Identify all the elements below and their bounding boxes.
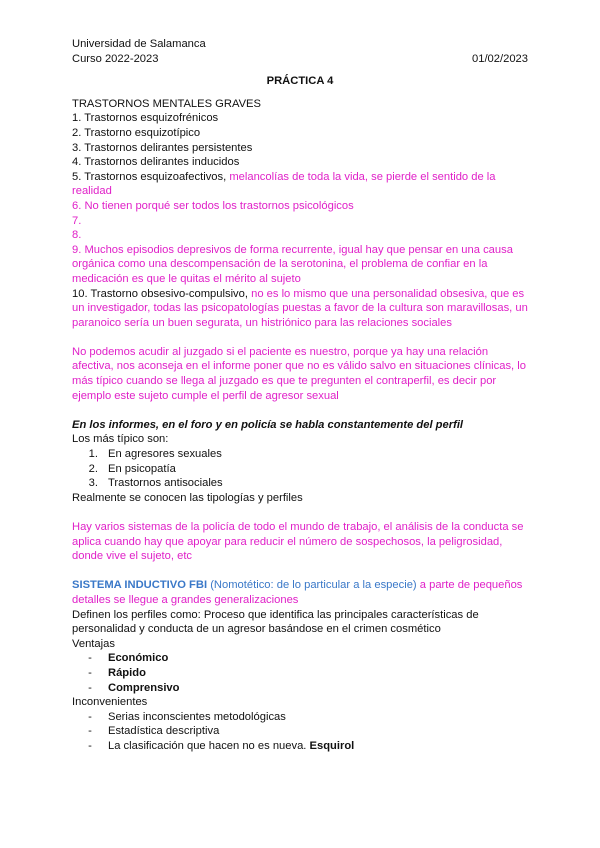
- document-page: [72, 37, 528, 754]
- page-title: PRÁCTICA 4: [266, 75, 334, 88]
- list-item: 1. En agresores sexuales: [88, 448, 222, 461]
- list-item: 8.: [72, 229, 82, 242]
- fbi-heading-bold: SISTEMA INDUCTIVO FBI: [72, 579, 208, 592]
- list-item: [72, 287, 528, 331]
- ventajas-label: Ventajas: [72, 637, 115, 650]
- list-item: - Estadística descriptiva: [88, 725, 220, 738]
- inconvenientes-list: [72, 710, 528, 754]
- list-item: [72, 170, 528, 199]
- fbi-heading-paren: (Nomotético: de lo particular a la especie): [207, 579, 417, 592]
- list-item: 7.: [72, 214, 82, 227]
- list-item: 3. Trastornos antisociales: [88, 477, 223, 490]
- list-item: 9. Muchos episodios depresivos de forma recurrente, igual hay que pensar en una causa orgánica como una descompensación de la serotonina, el problema de confiar en la medicación es que le quitas el mérito al sujeto: [72, 243, 513, 285]
- numbered-list: [72, 447, 528, 491]
- list-item: 4. Trastornos delirantes inducidos: [72, 156, 240, 169]
- course-label: Curso 2022-2023: [72, 52, 159, 65]
- list-item: - Comprensivo: [88, 681, 180, 694]
- item5-text: 5. Trastornos esquizoafectivos,: [72, 170, 227, 183]
- section-intro: Los más típico son:: [72, 433, 169, 446]
- item10-note: no es lo mismo que una personalidad obsesiva, que es un investigador, todas las psicopatologías puestas a favor de la cultura son maravillosas, un paranoico sería un buen segurata, un histriónico para las relaciones sociales: [72, 287, 528, 329]
- item5-note: melancolías de toda la vida, se pierde el sentido de la realidad: [72, 170, 496, 198]
- university-name: Universidad de Salamanca: [72, 38, 206, 50]
- section-outro: Realmente se conocen las tipologías y perfiles: [72, 491, 303, 504]
- item10-text: 10. Trastorno obsesivo-compulsivo,: [72, 287, 248, 300]
- list-item: - Económico: [88, 652, 169, 665]
- paragraph-juzgado: No podemos acudir al juzgado si el paciente es nuestro, porque ya hay una relación afectiva, nos aconseja en el informe poner que no es válido salvo en situaciones clínicas, lo más típico cuando se llega al juzgado es que te pregunten el contraperfil, es decir por ejemplo este sujeto cumple el perfil de agresor sexual: [72, 345, 526, 402]
- list-item: 1. Trastornos esquizofrénicos: [72, 112, 219, 125]
- list-item: - La clasificación que hacen no es nueva. Esquirol: [88, 739, 355, 752]
- list-item: 3. Trastornos delirantes persistentes: [72, 141, 253, 154]
- course-date-row: [72, 52, 528, 67]
- fbi-definition: Definen los perfiles como: Proceso que identifica las principales características de personalidad y conducta de un agresor basándose en el crimen cosmético: [72, 608, 479, 636]
- list-item: 6. No tienen porqué ser todos los trastornos psicológicos: [72, 199, 354, 212]
- section-heading-trastornos: TRASTORNOS MENTALES GRAVES: [72, 97, 261, 110]
- document-date: 01/02/2023: [472, 52, 528, 65]
- paragraph-sistemas: Hay varios sistemas de la policía de todo el mundo de trabajo, el análisis de la conducta se aplica cuando hay que apoyar para reducir el número de sospechosos, la peligrosidad, donde vive el sujeto, etc: [72, 521, 524, 563]
- list-item: 2. En psicopatía: [88, 462, 176, 475]
- section-heading-perfil: En los informes, en el foro y en policía se habla constantemente del perfil: [72, 418, 464, 431]
- list-item: - Serias inconscientes metodológicas: [88, 710, 286, 723]
- ventajas-list: [72, 651, 528, 695]
- fbi-heading-rest: a parte de pequeños detalles se llegue a grandes generalizaciones: [72, 579, 523, 606]
- list-item: - Rápido: [88, 666, 146, 679]
- list-item: 2. Trastorno esquizotípico: [72, 126, 201, 139]
- inconvenientes-label: Inconvenientes: [72, 696, 148, 709]
- section-heading-fbi: [72, 578, 528, 607]
